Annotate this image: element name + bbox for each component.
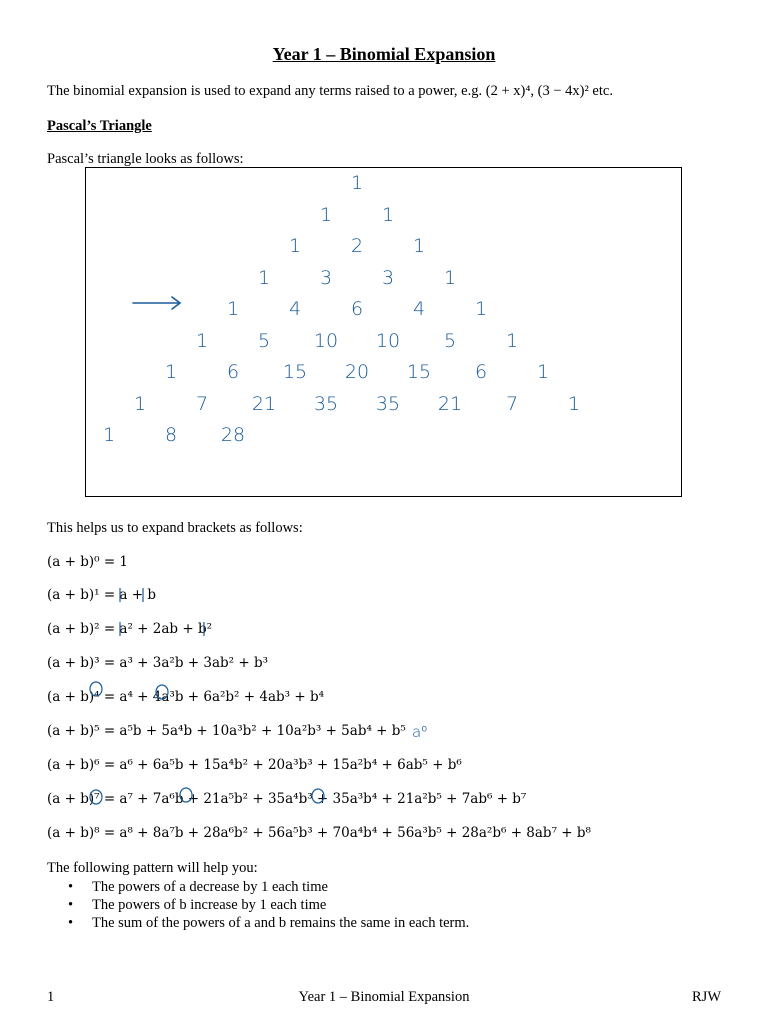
footer-author: RJW: [692, 989, 721, 1005]
page-title: Year 1 – Binomial Expansion: [272, 44, 496, 64]
pattern-item: • The powers of b increase by 1 each time: [66, 896, 469, 914]
triangle-entry: 35: [375, 392, 401, 415]
triangle-entry: 5: [257, 329, 271, 352]
triangle-entry: 8: [164, 424, 178, 446]
triangle-entry: 1: [567, 392, 581, 415]
triangle-entry: 7: [195, 392, 209, 415]
triangle-entry: 1: [133, 392, 147, 415]
expansion-line-7: (a + b)⁷ = a⁷ + 7a⁶b + 21a⁵b² + 35a⁴b³ + 35a³b⁴ + 21a²b⁵ + 7ab⁶ + b⁷: [47, 791, 527, 807]
footer-page-number: 1: [47, 989, 55, 1005]
triangle-entry: 6: [474, 361, 488, 383]
triangle-entry: 28: [220, 424, 246, 446]
triangle-entry: 10: [313, 329, 339, 352]
triangle-entry: 3: [381, 266, 395, 289]
triangle-entry: 1: [536, 361, 550, 383]
triangle-entry: 7: [505, 392, 519, 415]
expansion-intro: This helps us to expand brackets as follows:: [47, 520, 303, 536]
triangle-entry: 35: [313, 392, 339, 415]
triangle-entry: 20: [344, 361, 370, 383]
footer-title: Year 1 – Binomial Expansion: [298, 989, 470, 1005]
pascal-triangle-box: [85, 167, 682, 497]
triangle-entry: 1: [474, 298, 488, 320]
expansion-line-2: (a + b)² = a² + 2ab + b²: [47, 621, 213, 637]
triangle-entry: 21: [251, 392, 277, 415]
triangle-entry: 1: [443, 266, 457, 289]
triangle-entry: 4: [412, 298, 426, 320]
triangle-entry: 3: [319, 266, 333, 289]
triangle-entry: 2: [350, 235, 364, 257]
triangle-entry: 1: [319, 203, 333, 226]
handwritten-annotation: a⁰: [412, 723, 428, 741]
triangle-entry: 4: [288, 298, 302, 320]
triangle-entry: 6: [350, 298, 364, 320]
pattern-item: • The powers of a decrease by 1 each time: [66, 878, 469, 896]
triangle-entry: 1: [505, 329, 519, 352]
triangle-entry: 15: [282, 361, 308, 383]
expansion-line-5: (a + b)⁵ = a⁵b + 5a⁴b + 10a³b² + 10a²b³ + 5ab⁴ + b⁵: [47, 723, 406, 739]
expansion-line-6: (a + b)⁶ = a⁶ + 6a⁵b + 15a⁴b² + 20a³b³ + 15a²b⁴ + 6ab⁵ + b⁶: [47, 757, 462, 773]
expansion-line-0: (a + b)⁰ = 1: [47, 554, 129, 570]
triangle-entry: 21: [437, 392, 463, 415]
triangle-entry: 1: [412, 235, 426, 257]
triangle-entry: 1: [102, 424, 116, 446]
expansion-line-8: (a + b)⁸ = a⁸ + 8a⁷b + 28a⁶b² + 56a⁵b³ + 70a⁴b⁴ + 56a³b⁵ + 28a²b⁶ + 8ab⁷ + b⁸: [47, 825, 591, 841]
triangle-entry: 1: [164, 361, 178, 383]
pattern-intro: The following pattern will help you:: [47, 860, 258, 876]
expansion-line-3: (a + b)³ = a³ + 3a²b + 3ab² + b³: [47, 655, 269, 671]
pascal-heading: Pascal’s Triangle: [47, 118, 152, 134]
triangle-entry: 1: [381, 203, 395, 226]
pattern-item: • The sum of the powers of a and b remains the same in each term.: [66, 914, 469, 932]
pattern-list: [66, 878, 469, 932]
expansion-line-1: (a + b)¹ = a + b: [47, 587, 157, 603]
triangle-entry: 1: [350, 172, 364, 194]
triangle-entry: 5: [443, 329, 457, 352]
triangle-entry: 15: [406, 361, 432, 383]
triangle-entry: 1: [257, 266, 271, 289]
triangle-entry: 1: [288, 235, 302, 257]
expansion-line-4: (a + b)⁴ = a⁴ + 4a³b + 6a²b² + 4ab³ + b⁴: [47, 689, 325, 705]
triangle-entry: 1: [195, 329, 209, 352]
pascal-intro: Pascal’s triangle looks as follows:: [47, 151, 244, 167]
intro-paragraph: The binomial expansion is used to expand any terms raised to a power, e.g. (2 + x)⁴, (3 − 4x)² etc.: [47, 83, 613, 99]
triangle-entry: 10: [375, 329, 401, 352]
triangle-entry: 6: [226, 361, 240, 383]
triangle-entry: 1: [226, 298, 240, 320]
